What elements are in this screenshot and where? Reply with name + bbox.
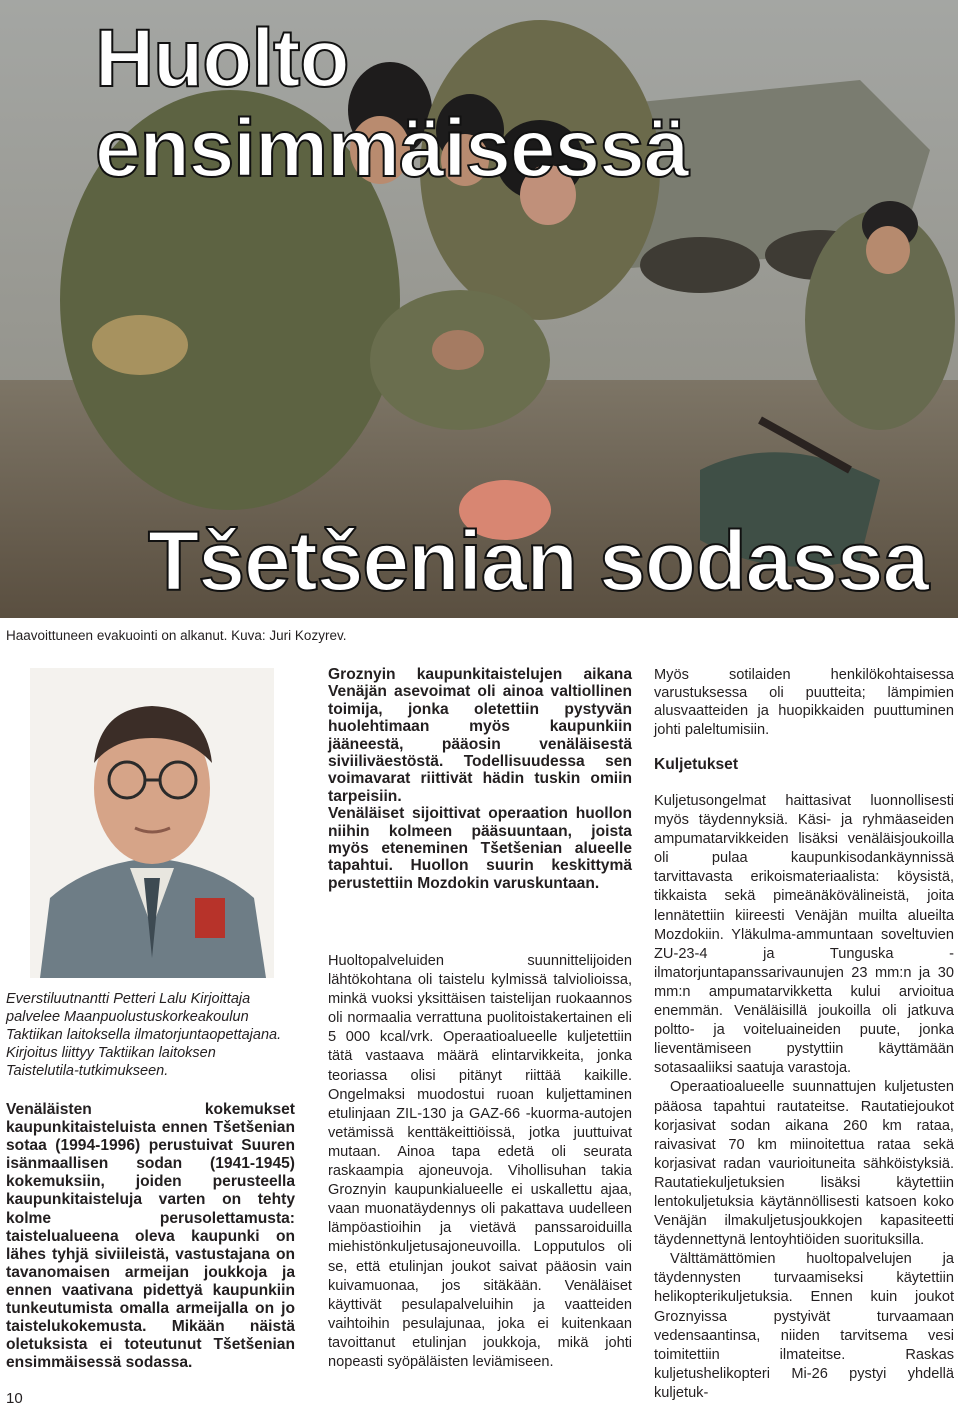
section-subhead: Kuljetukset [654, 756, 739, 773]
column3-para-b: Kuljetusongelmat haittasivat luonnollisesti myös täydennyksiä. Käsi- ja ryhmäaseiden ampumatarvikkeiden lisäksi venäläisjoukoilla oli pulaa kaupunkisodankäynnissä tarvittavasta erikoismateriaalista: köysistä, tikkaista sekä pimeänäkövälineistä, joita lennätettiin kiireesti Venäjän muilta alueilta Mozdokiin. Yläkulma-ammuntaan soveltuvien ZU-23-4 ja Tunguska -ilmatorjuntapanssarivaunujen 23 mm:n ja 30 mm:n ampumatarvikketta kului arvioitua enemmän. Venäläisillä joukoilla oli jatkuva poltto- ja voiteluaineiden puute, jonka lieventämiseen pystyttiin käyttämään sotasaaliiksi saatuja varastoja. [654, 793, 954, 1077]
portrait-illustration [30, 668, 274, 978]
column2-body: Huoltopalveluiden suunnittelijoiden lähtökohtana oli taistelu kylmissä talviolioissa, minkä vuoksi yksittäisen taistelijan ruokaannos oli normaalia verrattuna puolitoistakertainen eli 5 000 kcal/vrk. Operaatioalueelle kuljetettiin tätä vastaava määrä elintarvikkeita, jonka teoriassa olisi pitänyt riittää kaikille. Ongelmaksi muodostui ruoan kuljettaminen etulinjaan ZIL-130 ja GAZ-66 -kuorma-autojen vetämissä kenttäkeittiöissä, jotka juuttuivat mutaan. Ainoa tapa edetä oli seurata raskaampia ajoneuvoja. Vihollisuhan takia Groznyin kaupunkialueelle ei uskallettu ajaa, vaan muonatäydennys oli pakattava uudelleen lämpöastioihin ja vietävä panssaroiduilla miehistönkuljetusajoneuvoilla. Lopputulos oli se, että etulinjan joukot saivat pääosin vain kuivamuonaa, jos sitäkään. Venäläiset käyttivät pesulapalveluihin ja vaatteiden vaihtoihin pesulajunaa, joka ei kuitenkaan tavoittanut etulinjan joukkoja, mikä johti nopeasti syöpäläisten leviämiseen. [328, 953, 632, 1370]
officer-portrait-photo [30, 668, 274, 978]
photo-caption: Haavoittuneen evakuointi on alkanut. Kuva: Juri Kozyrev. [6, 628, 347, 643]
headline-line2: Tšetšenian sodassa [148, 514, 929, 608]
author-bio: Everstiluutnantti Petteri Lalu Kirjoittaja palvelee Maanpuolustuskorkeakoulun Taktiikan laitoksella ilmatorjuntaopettajana. Kirjoitus liittyy Taktiikan laitoksen Taistelutila-tutkimukseen. [6, 991, 282, 1079]
column3-para-c: Operaatioalueelle suunnattujen kuljetusten pääosa tapahtui rautateitse. Rautatiejoukot korjasivat sodan aikana 260 km rataa, raivasivat 70 km miinoitettua rataa sekä korjasivat radan vaurioituneita sähköistyksiä. Rautatiekuljetuksien lisäksi käytettiin lentokuljetuksia käytännöllisesti katsoen koko Venäjän ilmakuljetusjoukkojen kapasiteetti täydennettynä lentoyhtiöiden suorituksilla. [654, 1079, 954, 1249]
column2-lead-para1: Groznyin kaupunkitaistelujen aikana Venäjän asevoimat oli ainoa valtiollinen toimija, jonka oletettiin pystyvän huolehtimaan myös kaupunkiin jääneestä, pääosin venäläisestä siviiliväestöstä. Todellisuudessa sen voimavarat riittivät hädin tuskin omiin tarpeisiin. [328, 666, 632, 805]
page-number: 10 [6, 1390, 23, 1407]
hero-photo [0, 0, 958, 618]
column2-lead-para2: Venäläiset sijoittivat operaation huollon niihin kolmeen pääsuuntaan, joista myös eteneminen Tšetšenian alueelle tapahtui. Huollon suurin keskittymä perustettiin Mozdokin varuskuntaan. [328, 805, 632, 892]
column3-para-d: Välttämättömien huoltopalvelujen ja täydennysten turvaamiseksi käytettiin helikopterikuljetuksia. Ennen kuin joukot Groznyissa pystyivät turvaamaan vedensaantinsa, niiden tarvitsema vesi toimitettiin ilmateitse. Raskas kuljetushelikopteri Mi-26 pystyi yhdellä kuljetuk- [654, 1251, 954, 1401]
headline-line1: Huolto ensimmäisessä [95, 13, 689, 194]
column1-text: Venäläisten kokemukset kaupunkitaisteluista ennen Tšetšenian sotaa (1994-1996) perustuivat Suuren isänmaallisen sodan (1941-1945) kokemuksiin, joiden perusteella kaupunkitaisteluja varten on tehty kolme perusolettamusta: taistelualueena oleva kaupunki on lähes tyhjä siviileistä, vastustajana on tavanomaisen armeijan joukkoja ja ennen vaativana pidettyä kaupunkiin tunkeutumista omalla armeijalla on jo taistelukokemusta. Mikään näistä oletuksista ei toteutunut Tšetšenian ensimmäisessä sodassa. [6, 1101, 295, 1372]
column3-body [654, 792, 954, 1403]
column3-para-a: Myös sotilaiden henkilökohtaisessa varustuksessa oli puutteita; lämpimien alusvaatteiden ja huopikkaiden puuttuminen johti paleltumisiin. [654, 667, 954, 738]
column2-lead [328, 666, 632, 892]
